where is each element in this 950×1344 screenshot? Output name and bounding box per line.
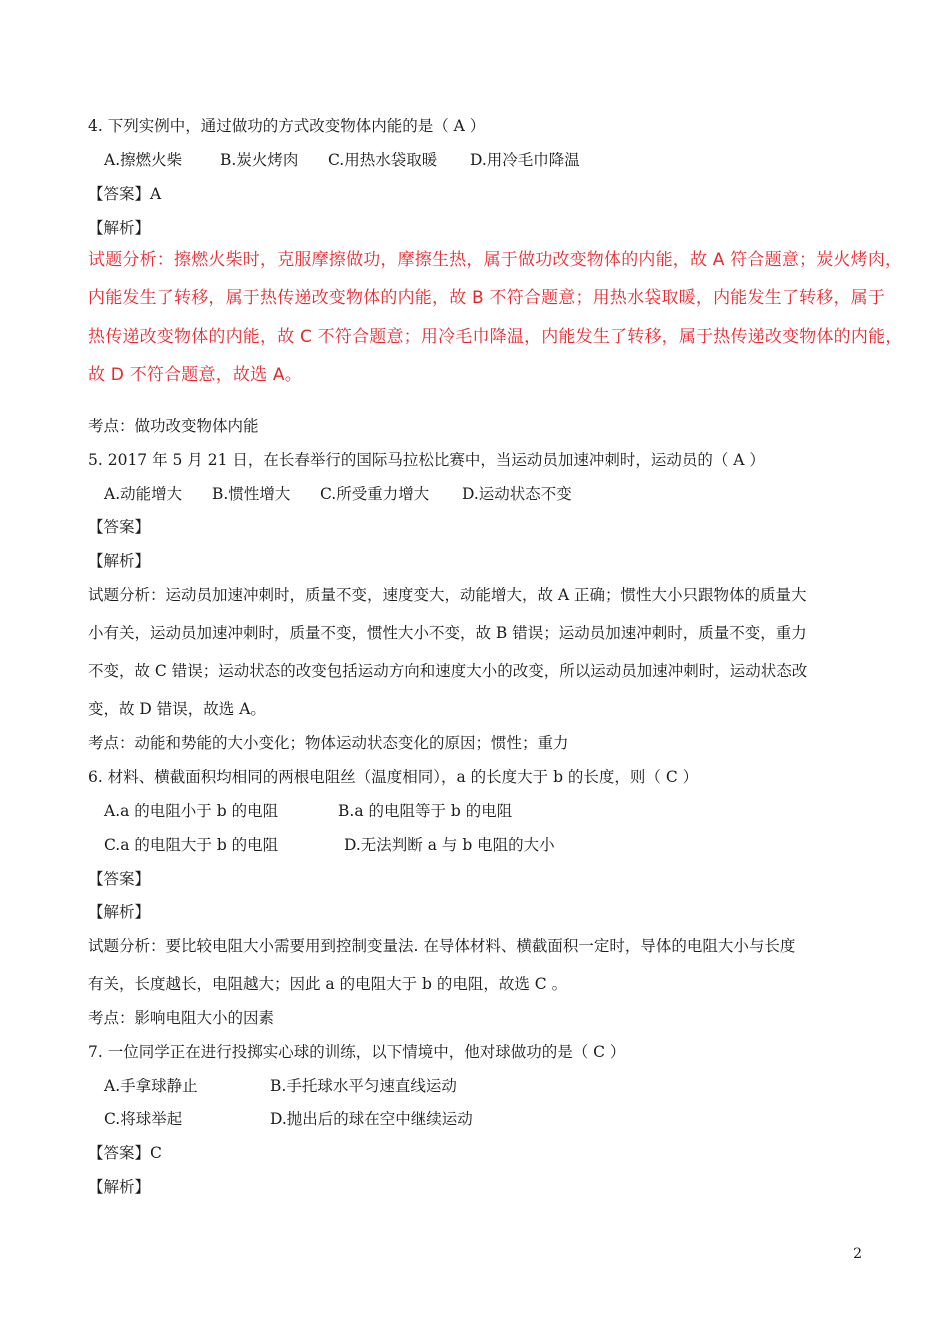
q4-analysis-line: 内能发生了转移，属于热传递改变物体的内能，故 B 不符合题意；用热水袋取暖，内能发生了转移，属于 [88,288,886,308]
q6-analysis-line: 试题分析：要比较电阻大小需要用到控制变量法. 在导体材料、横截面积一定时，导体的电阻大小与长度 [88,937,796,955]
q6-analysis-label: 【解析】 [88,903,151,921]
q7-analysis-label: 【解析】 [88,1178,151,1196]
q4-kaodian: 考点：做功改变物体内能 [88,417,259,435]
q7-option-d: D.抛出后的球在空中继续运动 [270,1110,473,1128]
q6-option-a: A.a 的电阻小于 b 的电阻 [104,802,279,820]
q5-analysis-line: 不变，故 C 错误；运动状态的改变包括运动方向和速度大小的改变，所以运动员加速冲刺时，运动状态改 [88,662,808,680]
q6-stem: 6. 材料、横截面积均相同的两根电阻丝（温度相同），a 的长度大于 b 的长度，则（ C ） [88,768,699,786]
q6-kaodian: 考点：影响电阻大小的因素 [88,1009,275,1027]
q5-stem: 5. 2017 年 5 月 21 日，在长春举行的国际马拉松比赛中，当运动员加速冲刺时，运动员的（ A ） [88,451,765,469]
q4-answer: 【答案】A [88,185,162,203]
q5-option-d: D.运动状态不变 [462,485,572,503]
q5-option-c: C.所受重力增大 [320,485,430,503]
q5-analysis-line: 试题分析：运动员加速冲刺时，质量不变，速度变大，动能增大，故 A 正确；惯性大小只跟物体的质量大 [88,586,807,604]
q7-option-b: B.手托球水平匀速直线运动 [270,1077,457,1095]
q5-analysis-line: 小有关，运动员加速冲刺时，质量不变，惯性大小不变，故 B 错误；运动员加速冲刺时，质量不变，重力 [88,624,807,642]
q4-stem: 4. 下列实例中，通过做功的方式改变物体内能的是（ A ） [88,117,486,135]
q6-option-b: B.a 的电阻等于 b 的电阻 [338,802,513,820]
q4-analysis-line: 故 D 不符合题意，故选 A。 [88,365,302,385]
q5-answer: 【答案】 [88,518,151,536]
q5-analysis-line: 变，故 D 错误，故选 A。 [88,700,266,718]
q6-analysis-line: 有关，长度越长，电阻越大；因此 a 的电阻大于 b 的电阻，故选 C 。 [88,975,568,993]
q6-option-d: D.无法判断 a 与 b 电阻的大小 [344,836,555,854]
q4-analysis-label: 【解析】 [88,219,151,237]
q4-option-c: C.用热水袋取暖 [328,151,438,169]
q4-option-b: B.炭火烤肉 [220,151,299,169]
q7-option-c: C.将球举起 [104,1110,183,1128]
q6-answer: 【答案】 [88,870,151,888]
q7-option-a: A.手拿球静止 [104,1077,198,1095]
q4-option-d: D.用冷毛巾降温 [470,151,580,169]
page-number: 2 [853,1246,862,1262]
q4-option-a: A.擦燃火柴 [104,151,183,169]
q5-option-a: A.动能增大 [104,485,183,503]
q6-option-c: C.a 的电阻大于 b 的电阻 [104,836,279,854]
q4-analysis-line: 试题分析：擦燃火柴时，克服摩擦做功，摩擦生热，属于做功改变物体的内能，故 A 符合题意；炭火烤肉， [88,250,903,270]
q7-stem: 7. 一位同学正在进行投掷实心球的训练，以下情境中，他对球做功的是（ C ） [88,1043,626,1061]
q7-answer: 【答案】C [88,1144,162,1162]
q5-option-b: B.惯性增大 [212,485,291,503]
q5-kaodian: 考点：动能和势能的大小变化；物体运动状态变化的原因；惯性；重力 [88,734,569,752]
q5-analysis-label: 【解析】 [88,552,151,570]
q4-analysis-line: 热传递改变物体的内能，故 C 不符合题意；用冷毛巾降温，内能发生了转移，属于热传递改变物体的内能， [88,327,903,347]
